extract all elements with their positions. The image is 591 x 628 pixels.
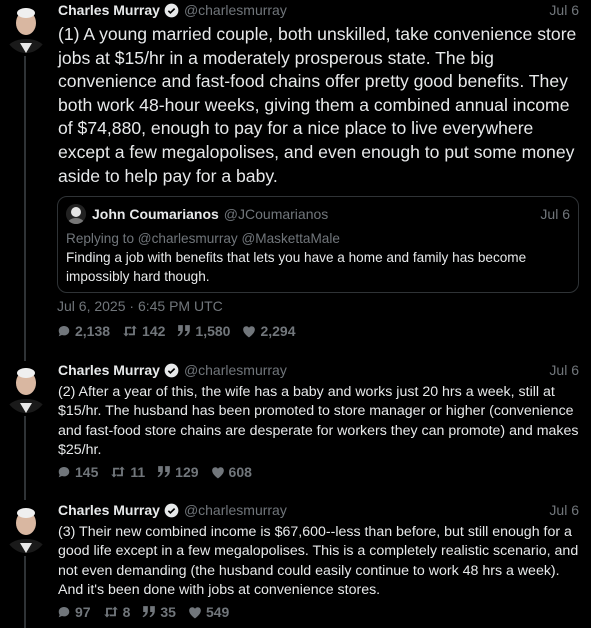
heart-icon xyxy=(211,466,225,479)
quote-avatar xyxy=(66,204,86,224)
reply-stat[interactable] xyxy=(57,323,110,339)
quote-count: 129 xyxy=(175,464,199,480)
like-count: 608 xyxy=(228,464,252,480)
quote-date: Jul 6 xyxy=(540,206,570,222)
tweet-date[interactable]: Jul 6 xyxy=(549,502,579,518)
quote-stat[interactable] xyxy=(177,323,230,339)
retweet-count: 8 xyxy=(122,604,131,620)
quote-count: 35 xyxy=(160,604,176,620)
avatar[interactable] xyxy=(4,3,48,53)
quote-stat[interactable] xyxy=(157,464,198,480)
reply-count: 2,138 xyxy=(75,323,111,339)
replying-handles[interactable]: @charlesmurray @MaskettaMale xyxy=(137,231,340,246)
tweet-date[interactable]: Jul 6 xyxy=(549,2,579,18)
like-stat[interactable] xyxy=(211,464,252,480)
author-name[interactable]: Charles Murray xyxy=(58,2,160,18)
heart-icon xyxy=(188,606,202,619)
tweet-text: (2) After a year of this, the wife has a baby and works just 20 hrs a week, still at $15/hr. The husband has been promoted to store manager or higher (convenience and fast-food store chains are desperate for workers they can promote) and makes $25/hr. xyxy=(58,384,579,459)
avatar[interactable] xyxy=(4,363,48,413)
retweet-stat[interactable] xyxy=(110,464,145,480)
author-name[interactable]: Charles Murray xyxy=(58,502,160,518)
retweet-stat[interactable] xyxy=(122,323,165,339)
tweet-text: (1) A young married couple, both unskilled, take convenience store jobs at $15/hr in a moderately prosperous state. The big convenience and fast-food chains offer pretty good benefits. They both work 48-hour weeks, giving them a combined annual income of $74,880, enough to pay for a nice place to live everywhere except a few megalopolises, and even enough to put some money aside to help pay for a baby. xyxy=(58,24,577,186)
verified-badge-icon xyxy=(164,503,179,518)
author-handle[interactable]: @charlesmurray xyxy=(183,2,287,18)
like-stat[interactable] xyxy=(242,323,295,339)
tweet-date[interactable]: Jul 6 xyxy=(549,362,579,378)
author-handle[interactable]: @charlesmurray xyxy=(183,362,287,378)
verified-badge-icon xyxy=(164,3,179,18)
tweet-timestamp[interactable]: Jul 6, 2025 · 6:45 PM UTC xyxy=(57,298,223,314)
quote-author-name[interactable]: John Coumarianos xyxy=(92,206,219,222)
quoted-tweet[interactable] xyxy=(57,196,579,293)
like-count: 2,294 xyxy=(260,323,296,339)
retweet-icon xyxy=(110,465,126,479)
comment-icon xyxy=(57,605,71,619)
quote-stat[interactable] xyxy=(142,604,176,620)
heart-icon xyxy=(242,325,256,338)
reply-stat[interactable] xyxy=(57,604,91,620)
retweet-stat[interactable] xyxy=(103,604,131,620)
avatar[interactable] xyxy=(4,503,48,553)
replying-to xyxy=(66,230,570,248)
reply-count: 97 xyxy=(75,604,91,620)
retweet-count: 11 xyxy=(130,464,146,480)
quote-icon xyxy=(177,325,191,337)
quote-author-handle[interactable]: @JCoumarianos xyxy=(223,206,329,222)
tweet-stats xyxy=(57,464,264,480)
replying-label: Replying to xyxy=(66,231,135,246)
reply-stat[interactable] xyxy=(57,464,98,480)
comment-icon xyxy=(57,465,71,479)
verified-badge-icon xyxy=(164,363,179,378)
quote-text: Finding a job with benefits that lets you have a home and family has become impossibly hard though. xyxy=(66,250,527,284)
like-stat[interactable] xyxy=(188,604,229,620)
reply-count: 145 xyxy=(75,464,99,480)
retweet-icon xyxy=(103,605,119,619)
author-handle[interactable]: @charlesmurray xyxy=(183,502,287,518)
retweet-count: 142 xyxy=(142,323,166,339)
quote-icon xyxy=(157,466,171,478)
quote-count: 1,580 xyxy=(195,323,231,339)
tweet-stats xyxy=(57,604,241,620)
comment-icon xyxy=(57,324,71,338)
author-name[interactable]: Charles Murray xyxy=(58,362,160,378)
tweet-stats xyxy=(57,323,308,339)
tweet-text: (3) Their new combined income is $67,600--less than before, but still enough for a good life except in a few megalopolises. This is a completely realistic scenario, and not even demanding (the husband could easily continue to work 48 hrs a week). And it's been done with jobs at convenience stores. xyxy=(58,524,579,599)
quote-icon xyxy=(142,606,156,618)
retweet-icon xyxy=(122,324,138,338)
like-count: 549 xyxy=(205,604,230,620)
